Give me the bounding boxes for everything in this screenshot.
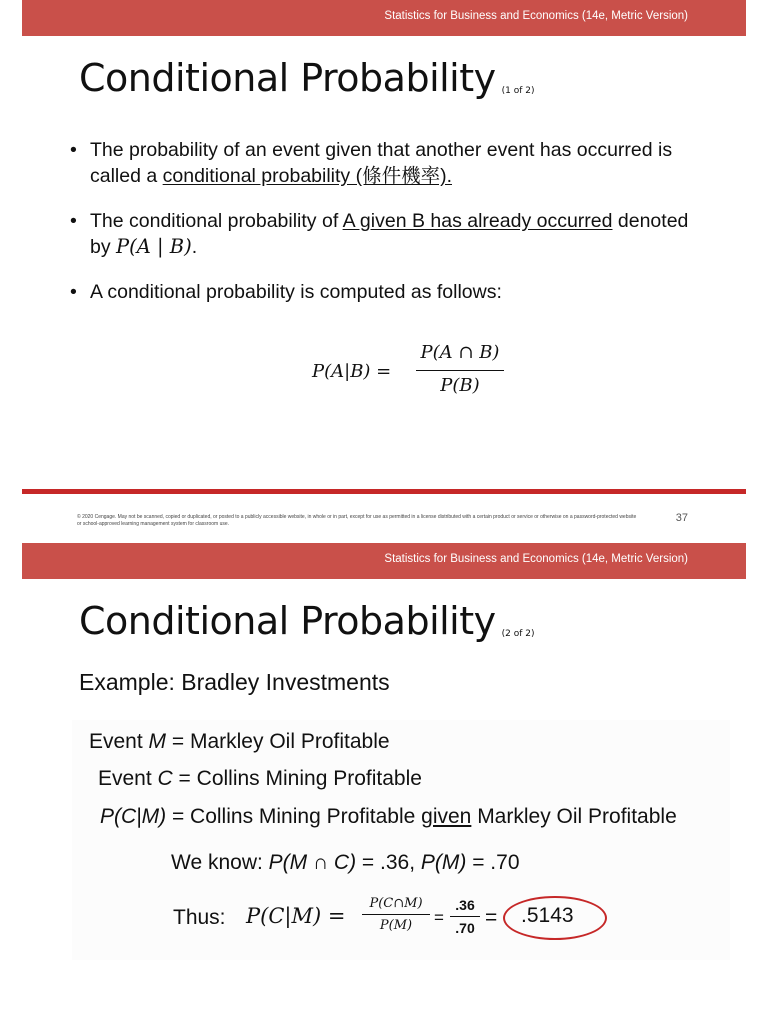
bullet-text: The conditional probability of [90,210,343,232]
header-text: Statistics for Business and Economics (14e, Metric Version) [384,553,688,565]
conditional-probability-term: conditional probability (條件機率). [162,165,452,187]
formula-lhs: P(A|B) = [312,361,392,382]
example-panel [72,720,730,960]
thus-fraction [362,896,430,933]
a-given-b-phrase: A given B has already occurred [342,210,613,232]
bullet-text: denoted by [90,210,689,258]
known-values: We know: P(M ∩ C) = .36, P(M) = .70 [171,851,520,874]
fraction-bar [362,914,430,915]
formula-numerator: P(A ∩ B) [420,342,500,363]
header-text: Statistics for Business and Economics (14e, Metric Version) [384,10,688,22]
numeric-fraction [450,897,480,936]
part-label: (2 of 2) [501,629,535,639]
title-text: Conditional Probability [79,599,496,643]
footer-divider [22,489,746,494]
bullet-item-notation [70,208,710,260]
numeric-denominator: .70 [455,920,475,936]
bullet-item-computed [70,279,710,305]
numeric-numerator: .36 [455,897,475,913]
title-text: Conditional Probability [79,56,496,100]
bullet-list [70,137,710,324]
fraction-bar [416,370,504,371]
page-title [79,56,535,100]
bullet-icon: • [70,210,77,232]
page-title [79,599,535,643]
result-value: .5143 [521,904,574,927]
formula-fraction [416,342,504,396]
fraction-bar [450,916,480,917]
copyright-notice: © 2020 Cengage. May not be scanned, copied or duplicated, or posted to a publicly accessible website, in whole or in part, except for use as permitted in a license distributed with a certain product or service or otherwise on a password-protected website or school-approved learning management system for classroom use. [77,514,637,527]
thus-fraction-numerator: P(C∩M) [369,896,423,911]
bullet-text: The probability of an event given that another event has occurred is called a [90,139,673,187]
bullet-text: . [191,236,198,258]
thus-fraction-denominator: P(M) [379,918,413,933]
notation-math: P(A | B) [116,235,192,258]
bullet-icon: • [70,281,77,303]
example-heading: Example: Bradley Investments [79,669,390,695]
thus-lhs: P(C|M) = [246,904,346,928]
event-m-definition: Event M = Markley Oil Profitable [89,730,390,753]
thus-label: Thus: [173,906,226,929]
slide1-header-bar [22,0,746,36]
equals-sign: = [434,908,444,927]
bullet-item-definition [70,137,710,189]
conditional-definition: P(C|M) = Collins Mining Profitable given Markley Oil Profitable [100,805,677,828]
part-label: (1 of 2) [501,86,535,96]
page-number: 37 [675,512,688,524]
slide2-header-bar [22,543,746,579]
equals-sign: = [485,906,498,929]
event-c-definition: Event C = Collins Mining Profitable [98,767,422,790]
bullet-text: A conditional probability is computed as follows: [90,281,502,303]
formula-denominator: P(B) [440,375,480,396]
bullet-icon: • [70,139,77,161]
